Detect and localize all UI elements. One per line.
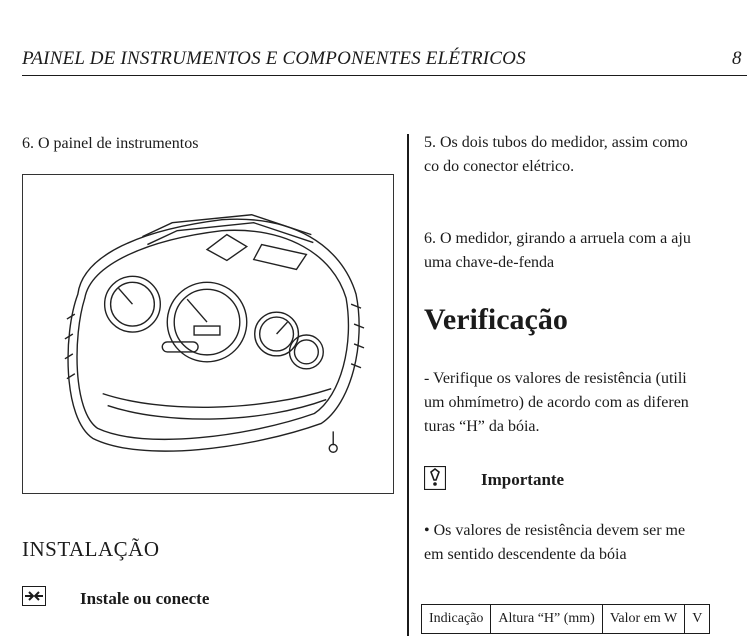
page-header-title: PAINEL DE INSTRUMENTOS E COMPONENTES ELÉTRICOS xyxy=(22,48,526,69)
instrument-panel-illustration xyxy=(23,175,393,493)
paragraph-line: uma chave-de-fenda xyxy=(424,254,555,271)
table-header-row xyxy=(422,605,710,634)
paragraph-step-6 xyxy=(424,227,691,275)
instrument-panel-figure xyxy=(22,174,394,494)
section-title-verification: Verificação xyxy=(424,303,568,336)
table-header-cell: Altura “H” (mm) xyxy=(491,605,602,634)
arrows-converging-icon xyxy=(22,586,46,606)
header-divider xyxy=(22,75,747,76)
paragraph-line: 6. O medidor, girando a arruela com a aju xyxy=(424,230,691,247)
section-title-installation: INSTALAÇÃO xyxy=(22,537,160,561)
table-header-cell: Valor em W xyxy=(602,605,684,634)
paragraph-line: co do conector elétrico. xyxy=(424,158,575,175)
paragraph-line: • Os valores de resistência devem ser me xyxy=(424,522,686,539)
paragraph-verification xyxy=(424,367,689,439)
paragraph-line: em sentido descendente da bóia xyxy=(424,546,627,563)
warning-exclamation-icon xyxy=(424,466,446,490)
paragraph-line: turas “H” da bóia. xyxy=(424,418,540,435)
figure-caption: 6. O painel de instrumentos xyxy=(22,135,199,152)
paragraph-line: um ohmímetro) de acordo com as diferen xyxy=(424,394,689,411)
paragraph-line: 5. Os dois tubos do medidor, assim como xyxy=(424,134,688,151)
table-header-cell: V xyxy=(685,605,710,634)
resistance-table xyxy=(421,604,710,634)
page-number: 8 xyxy=(732,48,742,69)
install-label: Instale ou conecte xyxy=(80,589,210,608)
table-header-cell: Indicação xyxy=(422,605,491,634)
paragraph-important xyxy=(424,519,685,567)
paragraph-step-5 xyxy=(424,131,688,179)
paragraph-line: - Verifique os valores de resistência (utili xyxy=(424,370,687,387)
important-label: Importante xyxy=(481,470,565,489)
column-divider xyxy=(407,134,409,636)
